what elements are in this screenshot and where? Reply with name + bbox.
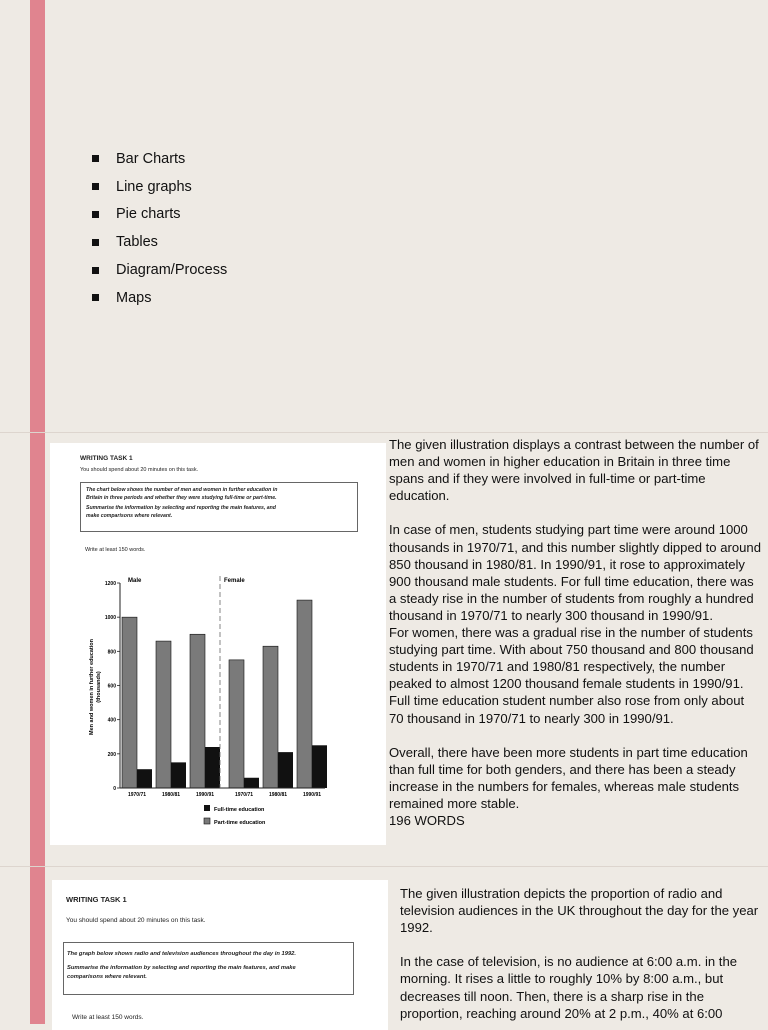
bar-full-time xyxy=(244,778,259,788)
bar-chart xyxy=(50,443,386,845)
bullet-square-icon xyxy=(92,267,99,274)
bar-part-time xyxy=(190,634,205,788)
word-count: 196 WORDS xyxy=(389,813,465,829)
list-item-label: Pie charts xyxy=(116,206,181,223)
list-item xyxy=(92,145,227,173)
bullet-square-icon xyxy=(92,211,99,218)
x-tick-labels xyxy=(128,792,321,798)
legend-label-full-time: Full-time education xyxy=(214,807,265,813)
x-tick-label: 1970/71 xyxy=(127,792,147,798)
essay-paragraph: In the case of television, is no audience at 6:00 a.m. in the morning. It rises a little to roughly 10% by 8:00 a.m., but decreases till noon. Then, there is a sharp rise in the proportion, reaching around 20% at 2 p.m., 40% at 6:00 xyxy=(400,954,738,1021)
bullet-square-icon xyxy=(92,294,99,301)
task-prompt-box xyxy=(63,942,354,995)
bar-part-time xyxy=(122,617,137,788)
list-item-label: Line graphs xyxy=(116,178,192,195)
y-tick-label: 600 xyxy=(107,683,116,690)
task-image xyxy=(50,443,386,845)
panel-label-female: Female xyxy=(224,578,245,584)
list-item xyxy=(92,256,227,284)
list-item xyxy=(92,228,227,256)
bar-part-time xyxy=(229,660,244,788)
task-words-note: Write at least 150 words. xyxy=(85,547,146,553)
list-item xyxy=(92,173,227,201)
task-title: WRITING TASK 1 xyxy=(80,455,133,462)
panel-label-male: Male xyxy=(128,578,142,584)
y-tick-label: 200 xyxy=(107,751,116,758)
task-prompt-line: The graph below shows radio and television audiences throughout the day in 1992. xyxy=(67,951,297,957)
y-tick-label: 1200 xyxy=(104,581,116,587)
bar-part-time xyxy=(263,646,278,788)
essay-paragraph: For women, there was a gradual rise in the number of students studying part time. With about 750 thousand and 800 thousand students in 1970/71 and 1980/81 respectively, the number peaked to almost 1200 thousand female students in 1990/91. Full time education student number also rose from only about 70 thousand in 1970/71 to nearly 300 in 1990/91. xyxy=(389,625,754,726)
bar-full-time xyxy=(278,752,293,788)
slide-divider xyxy=(0,866,768,867)
task-image xyxy=(52,880,388,1030)
legend-swatch-full-time xyxy=(204,805,210,811)
task-words-note: Write at least 150 words. xyxy=(72,1014,144,1021)
essay-1 xyxy=(389,436,761,829)
y-axis-label: Men and women in further education xyxy=(89,639,95,735)
essay-2 xyxy=(400,885,762,1022)
list-item-label: Diagram/Process xyxy=(116,262,228,279)
y-tick-label: 1000 xyxy=(104,615,116,622)
task-prompt-line: Summarise the information by selecting and reporting the main features, and make xyxy=(67,965,296,972)
bar-full-time xyxy=(137,769,152,788)
bar-part-time xyxy=(297,600,312,788)
task-prompt-line: make comparisons where relevant. xyxy=(86,512,173,519)
slide-divider xyxy=(0,432,768,433)
y-tick-label: 0 xyxy=(113,786,116,792)
x-tick-label: 1970/71 xyxy=(234,792,254,798)
task-prompt-line: Summarise the information by selecting and reporting the main features, and xyxy=(86,505,276,511)
task-time-note: You should spend about 20 minutes on this task. xyxy=(66,917,206,924)
list-item-label: Tables xyxy=(116,234,158,251)
list-item xyxy=(92,201,227,229)
legend-label-part-time: Part-time education xyxy=(214,820,266,826)
essay-paragraph: In case of men, students studying part time were around 1000 thousands in 1970/71, and this number slightly dipped to around 850 thousand in 1980/81. In 1990/91, it rose to approximately 900 thousand male students. For full time education, there was a steady rise in the number of students from roughly a hundred thousand in 1970/71 to nearly 300 thousand in 1990/91. xyxy=(389,522,761,623)
y-tick-label: 400 xyxy=(107,717,116,724)
task-time-note: You should spend about 20 minutes on this task. xyxy=(80,467,199,473)
list-item-label: Maps xyxy=(116,289,152,306)
x-tick-label: 1980/81 xyxy=(161,792,181,798)
x-tick-label: 1990/91 xyxy=(195,792,215,798)
bullet-square-icon xyxy=(92,183,99,190)
x-tick-label: 1980/81 xyxy=(268,792,288,798)
chart-bars xyxy=(122,600,327,788)
essay-paragraph: The given illustration displays a contrast between the number of men and women in higher education in Britain in three time spans and if they were involved in full-time or part-time education. xyxy=(389,437,759,504)
bar-full-time xyxy=(312,745,327,788)
list-item-label: Bar Charts xyxy=(116,150,186,167)
y-axis-label-unit: (thousands) xyxy=(96,671,102,703)
bar-full-time xyxy=(205,747,220,788)
chart-types-list xyxy=(92,145,227,312)
task-prompt-line: comparisons where relevant. xyxy=(67,973,147,980)
bar-full-time xyxy=(171,762,186,788)
essay-paragraph: Overall, there have been more students in part time education than full time for both genders, and there has been a steady increase in the numbers for females, whereas male students remained more stable. xyxy=(389,744,748,811)
task-title: WRITING TASK 1 xyxy=(66,895,127,904)
bullet-square-icon xyxy=(92,239,99,246)
y-tick-label: 800 xyxy=(107,649,116,656)
y-tick-labels xyxy=(105,581,120,792)
essay-paragraph: The given illustration depicts the proportion of radio and television audiences in the UK throughout the day for the year 1992. xyxy=(400,886,759,936)
bar-part-time xyxy=(156,641,171,788)
bullet-square-icon xyxy=(92,155,99,162)
legend-swatch-part-time xyxy=(204,818,210,824)
list-item xyxy=(92,284,227,312)
x-tick-label: 1990/91 xyxy=(302,792,322,798)
task-prompt-line: The chart below shows the number of men and women in further education in xyxy=(86,487,278,493)
accent-bar xyxy=(30,0,45,1024)
task-prompt-line: Britain in three periods and whether they were studying full-time or part-time. xyxy=(86,494,277,501)
